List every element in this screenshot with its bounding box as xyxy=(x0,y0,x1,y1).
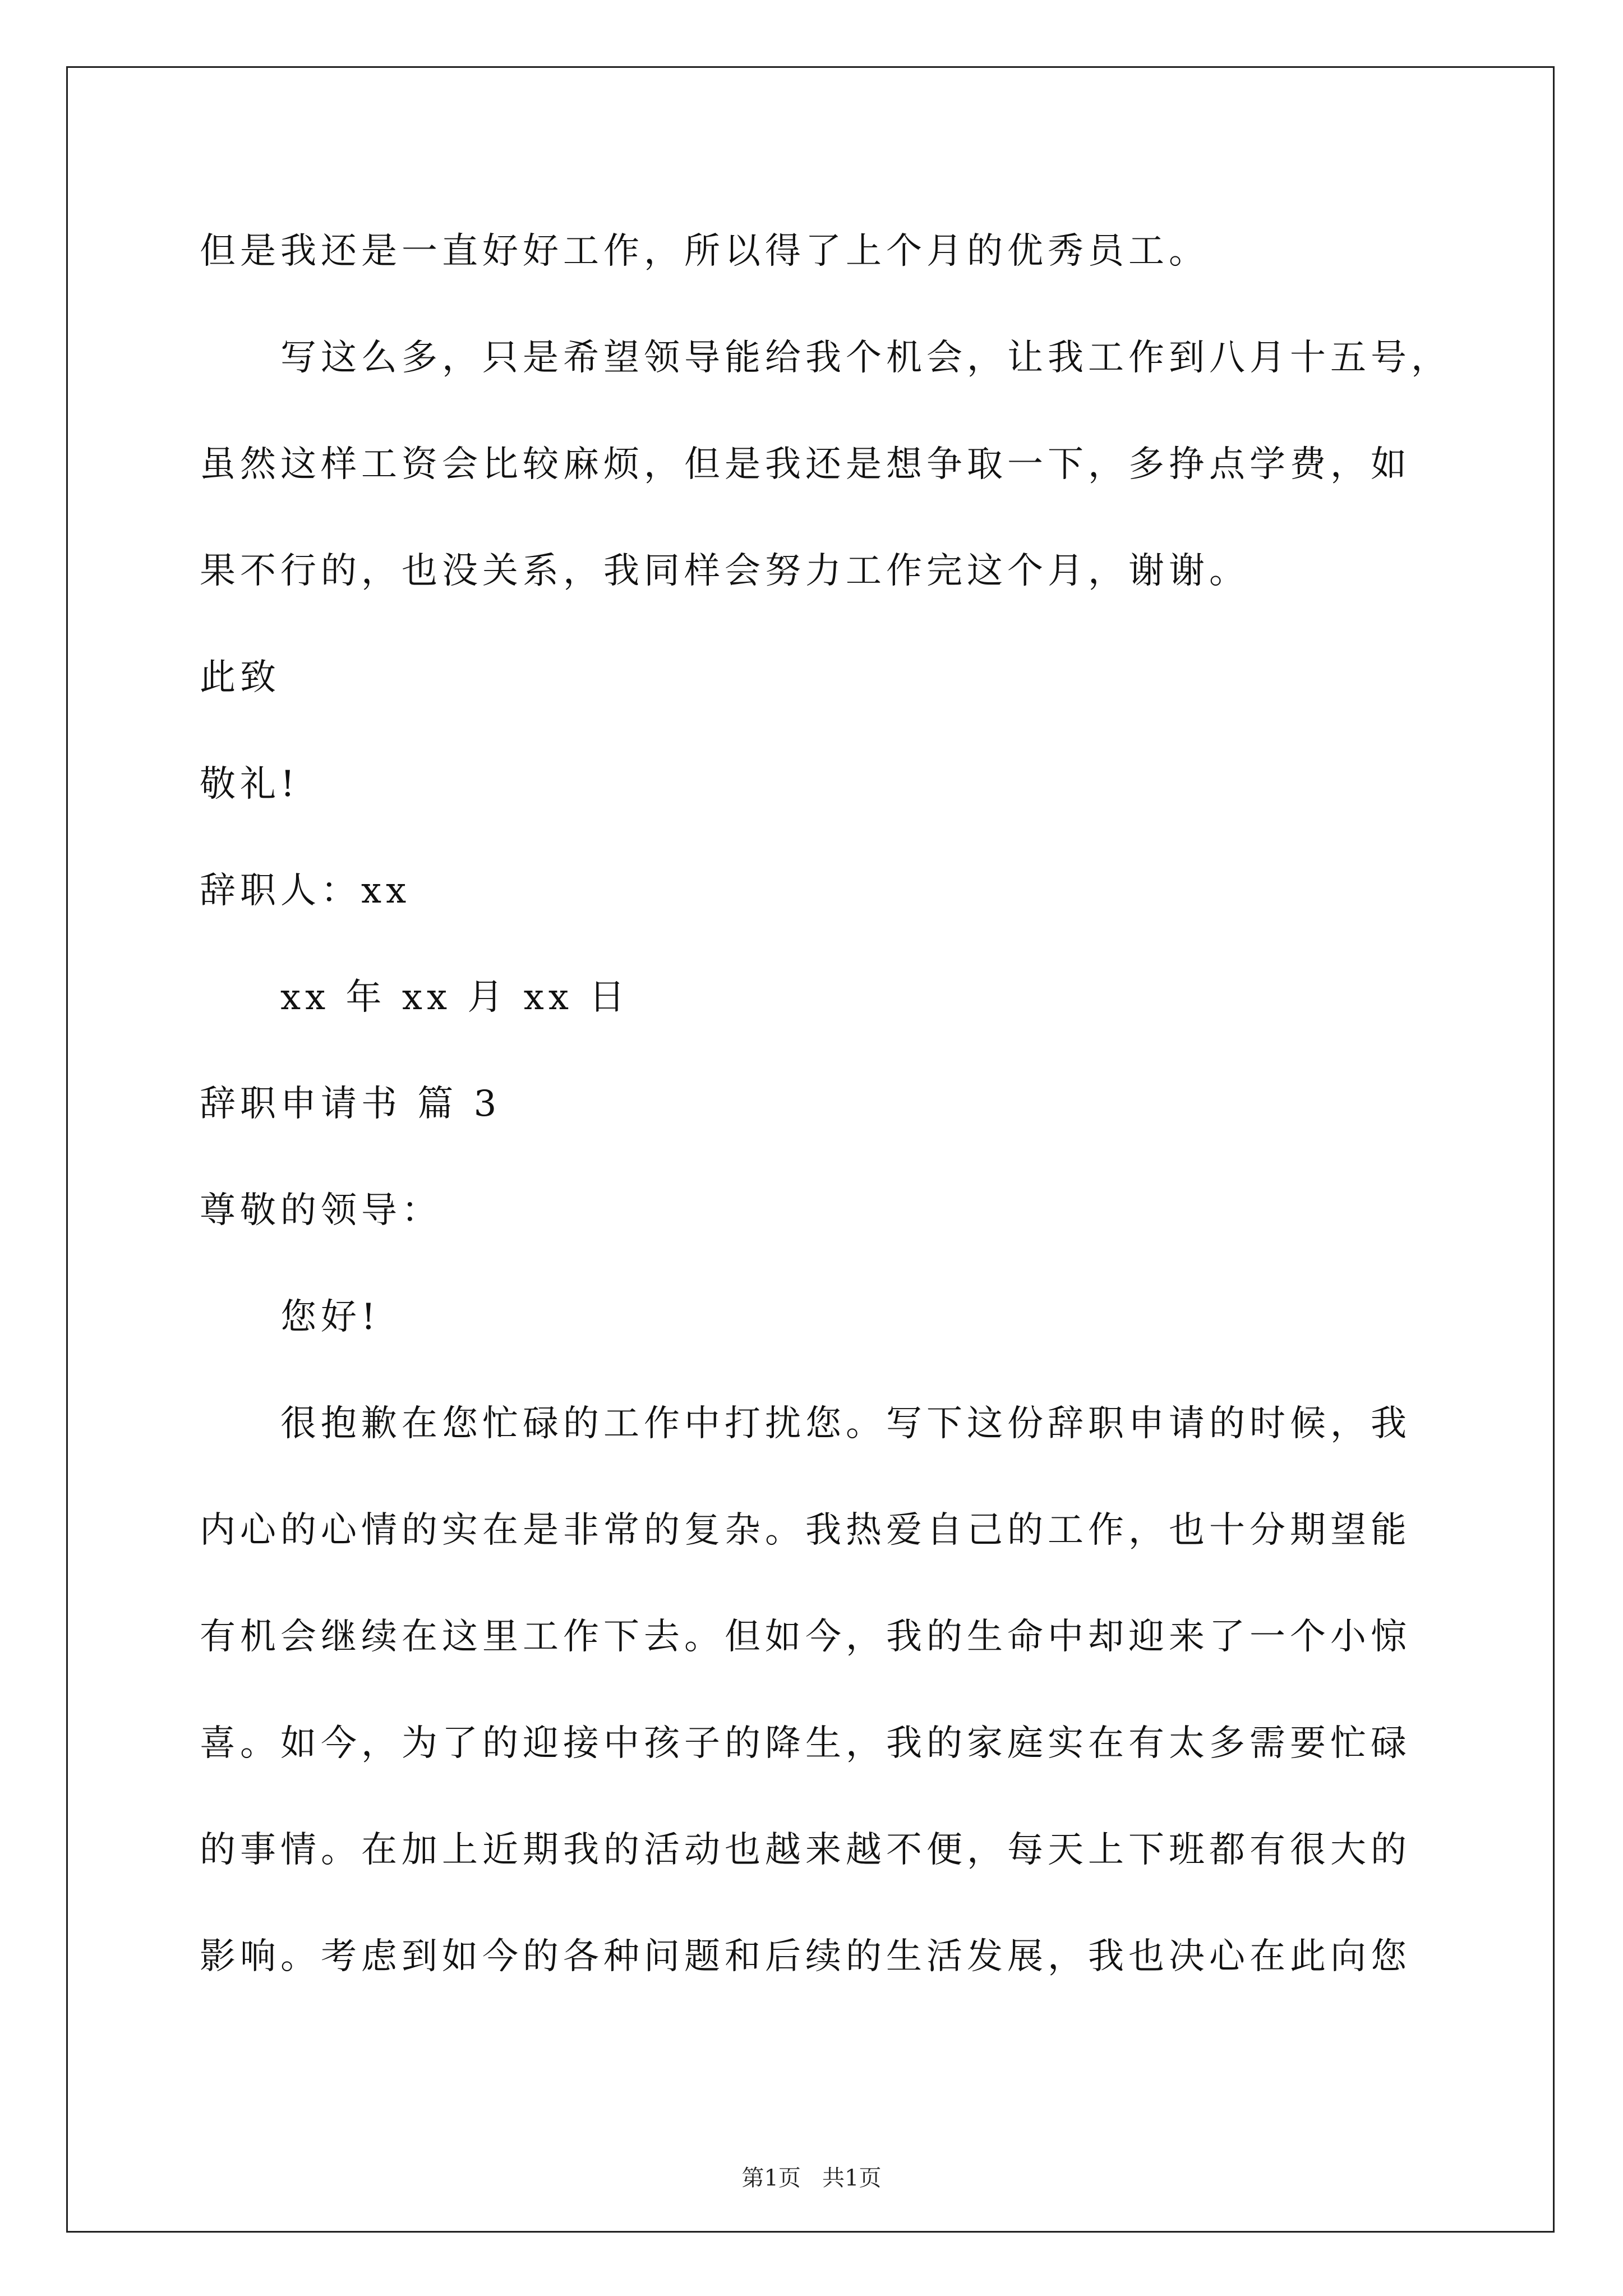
body-line-4: 果不行的，也没关系，我同样会努力工作完这个月，谢谢。 xyxy=(200,550,1249,592)
body-line-8: 喜。如今，为了的迎接中孩子的降生，我的家庭实在有太多需要忙碌 xyxy=(200,1723,1411,1764)
body-line-2: 写这么多，只是希望领导能给我个机会，让我工作到八月十五号， xyxy=(280,337,1451,379)
hello-line: 您好! xyxy=(280,1296,380,1338)
body-line-10: 影响。考虑到如今的各种问题和后续的生活发展，我也决心在此向您 xyxy=(200,1936,1411,1977)
body-line-3: 虽然这样工资会比较麻烦，但是我还是想争取一下，多挣点学费，如 xyxy=(200,444,1411,485)
greeting-line: 尊敬的领导： xyxy=(200,1190,442,1231)
body-line-6: 内心的心情的实在是非常的复杂。我热爱自己的工作，也十分期望能 xyxy=(200,1510,1411,1551)
body-line-5: 很抱歉在您忙碌的工作中打扰您。写下这份辞职申请的时候，我 xyxy=(280,1403,1411,1444)
section-heading: 辞职申请书 篇 3 xyxy=(200,1083,501,1125)
body-line-7: 有机会继续在这里工作下去。但如今，我的生命中却迎来了一个小惊 xyxy=(200,1616,1411,1658)
body-line-9: 的事情。在加上近期我的活动也越来越不便，每天上下班都有很大的 xyxy=(200,1829,1411,1871)
closing-regards: 敬礼! xyxy=(200,763,299,805)
page-border xyxy=(66,66,1555,2233)
date-line: xx 年 xx 月 xx 日 xyxy=(280,977,630,1018)
signature-line: 辞职人：xx xyxy=(200,870,411,912)
closing-salutation: 此致 xyxy=(200,657,280,698)
page-footer: 第1页 共1页 xyxy=(741,2165,882,2191)
body-line-1: 但是我还是一直好好工作，所以得了上个月的优秀员工。 xyxy=(200,231,1209,272)
